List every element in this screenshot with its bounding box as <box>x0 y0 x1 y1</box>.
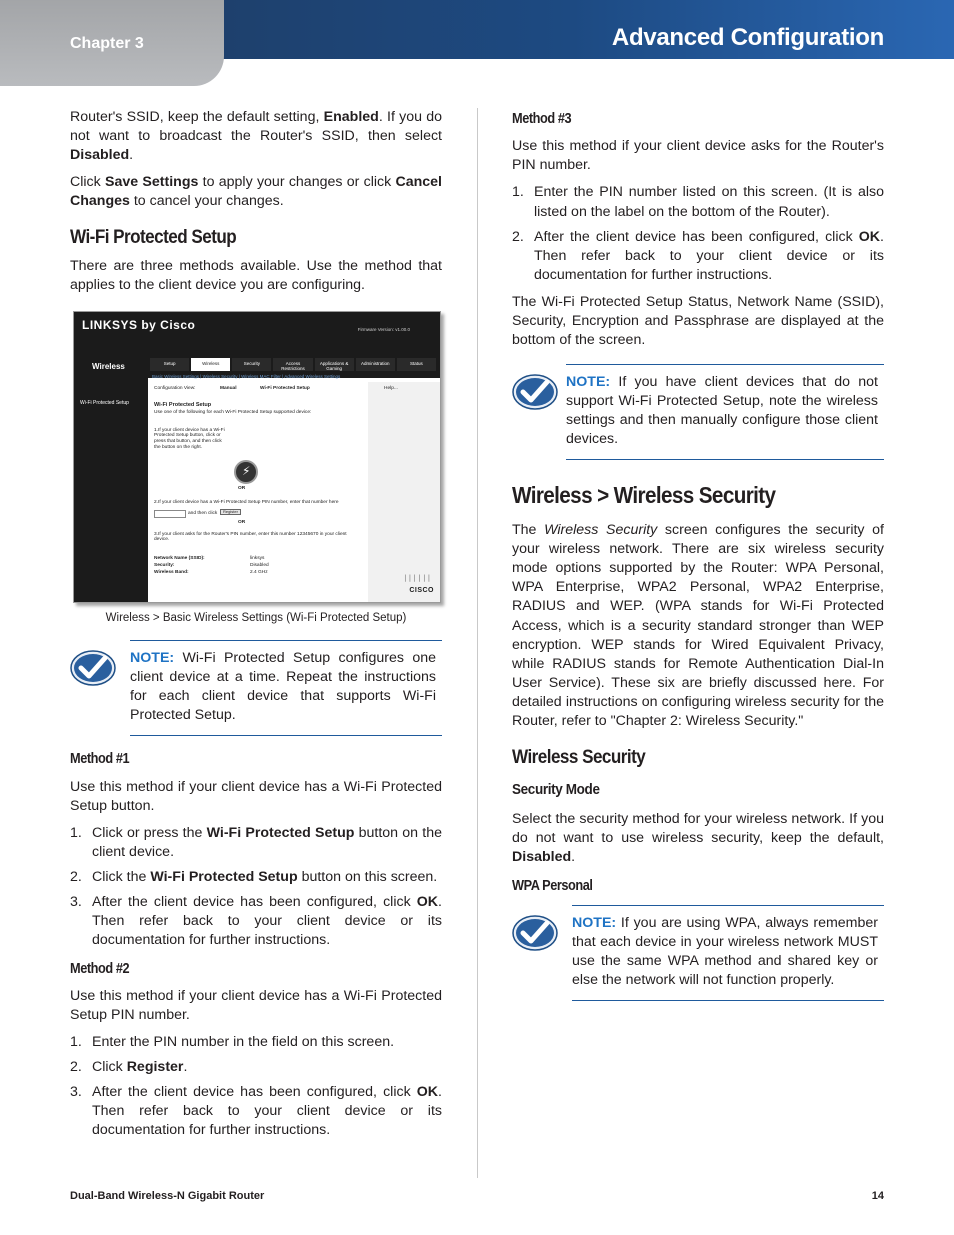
note-label: NOTE: <box>566 373 611 390</box>
list-item: 2. Click the Wi-Fi Protected Setup button on this screen. <box>70 868 438 885</box>
screenshot-subtabs[interactable]: Basic Wireless Settings | Wireless Security | Wireless MAC Filter | Advanced Wireless Settings <box>152 373 341 379</box>
screenshot-content <box>150 382 368 602</box>
screenshot-help-column <box>368 382 440 602</box>
tab-administration[interactable]: Administration <box>356 358 395 371</box>
status-label-security: Security: <box>154 562 175 568</box>
tab-status[interactable]: Status <box>397 358 436 371</box>
method3-steps <box>512 183 884 284</box>
chapter-label: Chapter 3 <box>70 35 144 52</box>
note-label: NOTE: <box>130 650 175 667</box>
or-label-1: OR <box>238 485 246 491</box>
note-label: NOTE: <box>572 914 617 931</box>
step2b-text: and then click <box>188 510 218 516</box>
status-label-ssid: Network Name (SSID): <box>154 555 205 561</box>
list-item: 1. Enter the PIN number listed on this screen. (It is also listed on the label on the bottom of the Router). <box>512 184 884 220</box>
note-box-3 <box>512 905 884 1001</box>
method2-steps <box>70 1033 442 1140</box>
method1-steps <box>70 824 442 950</box>
tab-security[interactable]: Security <box>232 358 271 371</box>
footer-page-number: 14 <box>871 1190 884 1202</box>
note-box-1 <box>70 640 442 736</box>
note-box-2 <box>512 364 884 460</box>
wps-heading: Wi-Fi Protected Setup <box>70 227 237 249</box>
cisco-logo: CISCO <box>409 587 434 595</box>
method3-text: Use this method if your client device asks for the Router's PIN number. <box>512 138 884 174</box>
list-item: 3. After the client device has been configured, click OK. Then refer back to your client device or its documentation for further instructions. <box>70 893 442 948</box>
help-link[interactable]: Help... <box>384 385 398 391</box>
linksys-logo: LINKSYS by Cisco <box>82 317 196 332</box>
left-column <box>70 108 442 1149</box>
figure-caption: Wireless > Basic Wireless Settings (Wi-Fi Protected Setup) <box>105 611 407 624</box>
step2-text: 2.If your client device has a Wi-Fi Protected Setup PIN number, enter that number here <box>154 499 339 505</box>
security-mode-heading: Security Mode <box>512 781 600 799</box>
intro-paragraph-2: Click Save Settings to apply your changes or click Cancel Changes to cancel your changes. <box>70 174 442 210</box>
footer-product: Dual-Band Wireless-N Gigabit Router <box>70 1190 265 1202</box>
manual-radio[interactable]: Manual <box>220 385 237 391</box>
tab-access-restrictions[interactable]: Access Restrictions <box>273 358 312 371</box>
step3-text: 3.If your client asks for the Router's PIN number, enter this number 12345670 in your client device. <box>154 531 347 543</box>
right-column <box>512 108 884 1015</box>
method3-heading: Method #3 <box>512 111 572 127</box>
intro-paragraph-1: Router's SSID, keep the default setting, Enabled. If you do not want to broadcast the Router's SSID, then select Disabled. <box>70 109 442 164</box>
router-screenshot <box>73 311 441 603</box>
wps-status-text: The Wi-Fi Protected Setup Status, Network Name (SSID), Security, Encryption and Passphrase are displayed at the bottom of the screen. <box>512 293 884 348</box>
config-view-label: Configuration View: <box>154 385 196 391</box>
security-mode-text: Select the security method for your wireless network. If you do not want to use wireless security, keep the default, Disabled. <box>512 811 884 866</box>
or-label-2: OR <box>238 519 246 525</box>
firmware-version: Firmware Version: v1.00.0 <box>357 326 410 332</box>
register-button[interactable]: Register <box>220 509 241 516</box>
tab-wireless[interactable]: Wireless <box>191 358 230 371</box>
list-item: 1. Click or press the Wi-Fi Protected Setup button on the client device. <box>70 824 442 860</box>
panel-sub: Use one of the following for each Wi-Fi Protected Setup supported device: <box>154 409 312 415</box>
list-item: 1. Enter the PIN number in the field on this screen. <box>70 1034 395 1051</box>
note-text: If you have client devices that do not support Wi-Fi Protected Setup, note the wireless settings and then manually configure those client devices. <box>566 373 878 447</box>
panel-title: Wi-Fi Protected Setup <box>154 401 212 408</box>
screenshot-tabs <box>150 358 436 371</box>
wps-intro: There are three methods available. Use the method that applies to the client device you are configuring. <box>70 257 442 293</box>
subsection-label: Wi-Fi Protected Setup <box>80 399 129 406</box>
tab-setup[interactable]: Setup <box>150 358 189 371</box>
method1-text: Use this method if your client device has a Wi-Fi Protected Setup button. <box>70 778 442 814</box>
method2-text: Use this method if your client device has a Wi-Fi Protected Setup PIN number. <box>70 988 442 1024</box>
list-item: 2. After the client device has been configured, click OK. Then refer back to your client device or its documentation for further instructions. <box>512 228 884 283</box>
status-value-ssid: linksys <box>250 555 265 561</box>
screenshot-sidebar <box>74 340 148 602</box>
pin-input[interactable] <box>154 510 186 518</box>
column-divider <box>477 108 478 1178</box>
status-value-security: Disabled <box>250 562 269 568</box>
note-text: If you are using WPA, always remember that each device in your wireless network MUST use the same WPA method and shared key or else the network will not function properly. <box>572 914 878 988</box>
wireless-security-section-heading: Wireless > Wireless Security <box>512 481 776 508</box>
list-item: 3. After the client device has been configured, click OK. Then refer back to your client device or its documentation for further instructions. <box>70 1084 442 1139</box>
status-value-band: 2.4 GHz <box>250 569 268 575</box>
checkmark-icon <box>70 650 116 686</box>
wps-button-icon[interactable]: ⚡ <box>234 460 258 484</box>
chapter-tab <box>0 0 224 86</box>
wps-radio[interactable]: Wi-Fi Protected Setup <box>260 385 310 391</box>
tab-applications-gaming[interactable]: Applications & Gaming <box>315 358 354 371</box>
wireless-security-intro: The Wireless Security screen configures the security of your wireless network. There are six wireless security mode options supported by the Router: WPA Personal, WPA Enterprise, WPA2 Personal, WPA2 Enterprise, RADIUS and WEP. (WPA stands for Wi-Fi Protected Access, which is a security standard stronger than WEP encryption. WEP stands for Wired Equivalent Privacy, while RADIUS stands for Remote Authentication Dial-In User Service). These six are briefly discussed here. For detailed instructions on configuring wireless security for the Router, refer to "Chapter 2: Wireless Security." <box>512 522 885 729</box>
wireless-security-heading: Wireless Security <box>512 746 646 768</box>
step1-text: 1.If your client device has a Wi-Fi Protected Setup button, click or press that button, and then click the button on the right. <box>154 427 225 450</box>
status-label-band: Wireless Band: <box>154 569 189 575</box>
list-item: 2. Click Register. <box>70 1059 188 1076</box>
cisco-bars-icon: ││││││ <box>403 576 432 583</box>
checkmark-icon <box>512 374 558 410</box>
checkmark-icon <box>512 915 558 951</box>
method2-heading: Method #2 <box>70 960 130 977</box>
section-label: Wireless <box>92 361 125 371</box>
method1-heading: Method #1 <box>70 751 130 768</box>
wpa-personal-heading: WPA Personal <box>512 878 593 895</box>
page-title: Advanced Configuration <box>611 24 884 51</box>
note-text: Wi-Fi Protected Setup configures one client device at a time. Repeat the instructions for each client device that supports Wi-Fi Protected Setup. <box>130 650 436 724</box>
